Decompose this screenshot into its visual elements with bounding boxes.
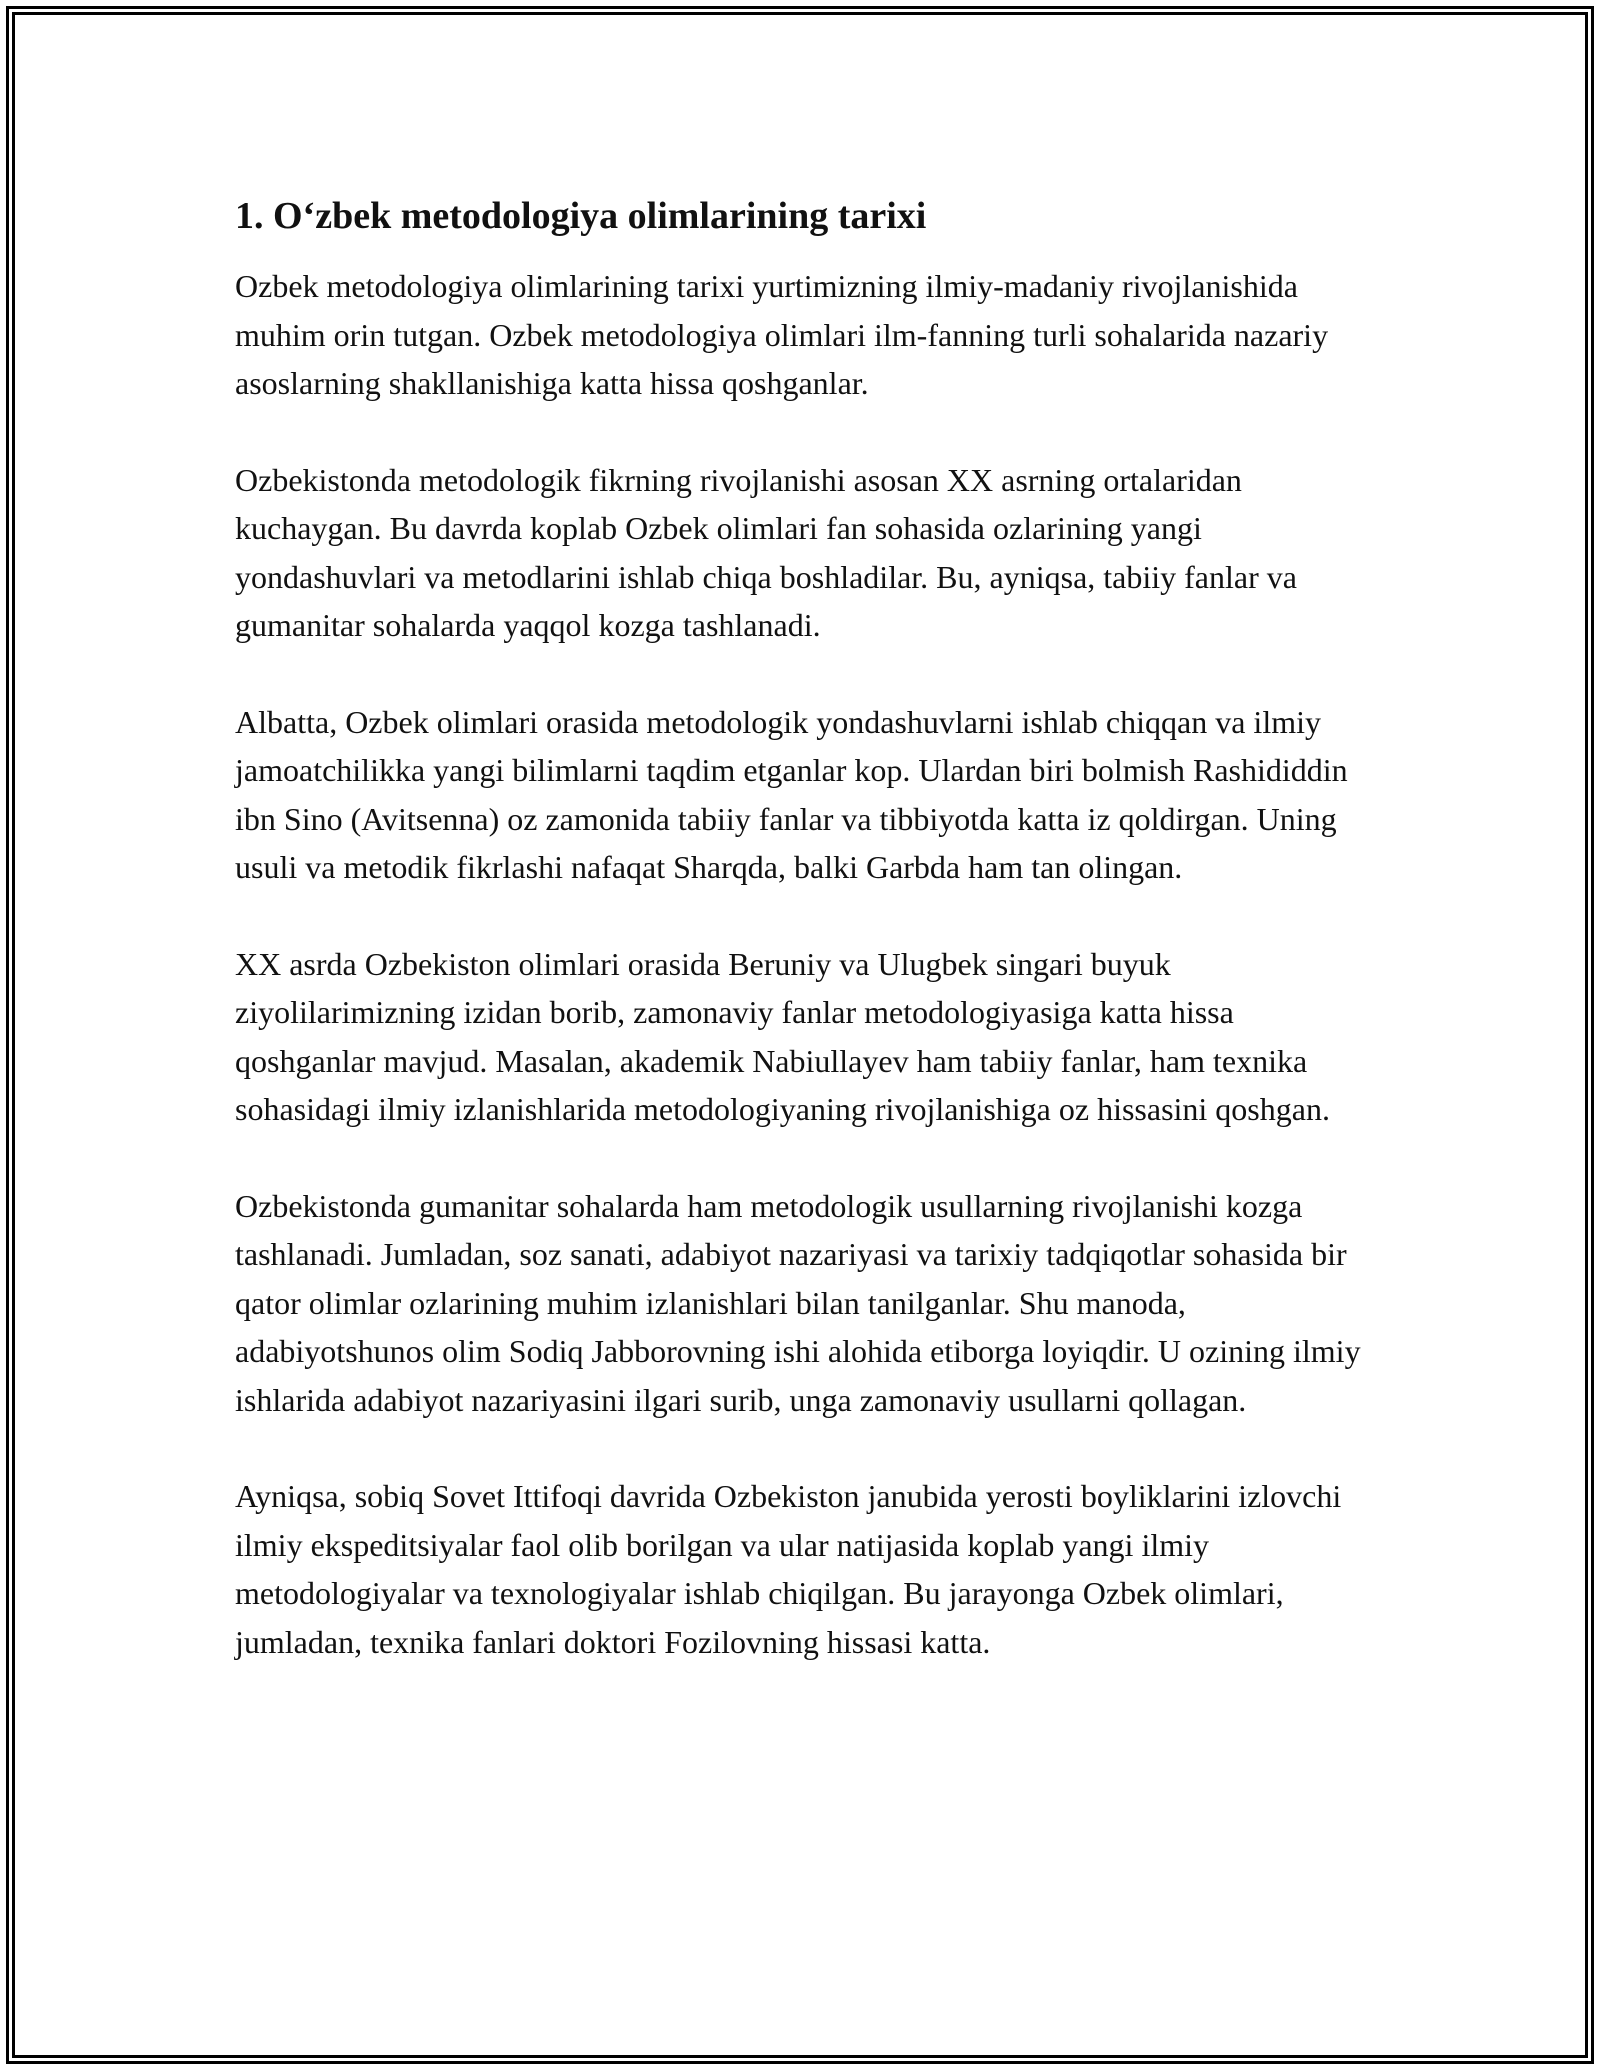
paragraph-6: Ayniqsa, sobiq Sovet Ittifoqi davrida Ozbekiston janubida yerosti boyliklarini izlovchi ilmiy ekspeditsiyalar faol olib borilgan va ular natijasida koplab yangi ilmiy metodologiyalar va texnologiyalar ishlab chiqilgan. Bu jarayonga Ozbek olimlari, jumladan, texnika fanlari doktori Fozilovning hissasi katta. xyxy=(235,1478,1342,1660)
section-heading: 1. O‘zbek metodologiya olimlarining tarixi xyxy=(235,195,927,237)
paragraph-3: Albatta, Ozbek olimlari orasida metodologik yondashuvlarni ishlab chiqqan va ilmiy jamoatchilikka yangi bilimlarni taqdim etganlar kop. Ulardan biri bolmish Rashididdin ibn Sino (Avitsenna) oz zamonida tabiiy fanlar va tibbiyotda katta iz qoldirgan. Uning usuli va metodik fikrlashi nafaqat Sharqda, balki Garbda ham tan olingan. xyxy=(235,703,1348,885)
paragraph-1: Ozbek metodologiya olimlarining tarixi yurtimizning ilmiy-madaniy rivojlanishida muhim orin tutgan. Ozbek metodologiya olimlari ilm-fanning turli sohalarida nazariy asoslarning shakllanishiga katta hissa qoshganlar. xyxy=(235,268,1329,401)
paragraph-2: Ozbekistonda metodologik fikrning rivojlanishi asosan XX asrning ortalaridan kuchaygan. Bu davrda koplab Ozbek olimlari fan sohasida ozlarining yangi yondashuvlari va metodlarini ishlab chiqa boshladilar. Bu, ayniqsa, tabiiy fanlar va gumanitar sohalarda yaqqol kozga tashlanadi. xyxy=(235,461,1297,643)
document-body xyxy=(235,188,1375,1714)
paragraph-5: Ozbekistonda gumanitar sohalarda ham metodologik usullarning rivojlanishi kozga tashlanadi. Jumladan, soz sanati, adabiyot nazariyasi va tarixiy tadqiqotlar sohasida bir qator olimlar ozlarining muhim izlanishlari bilan tanilganlar. Shu manoda, adabiyotshunos olim Sodiq Jabborovning ishi alohida etiborga loyiqdir. U ozining ilmiy ishlarida adabiyot nazariyasini ilgari surib, unga zamonaviy usullarni qollagan. xyxy=(235,1187,1361,1418)
paragraph-4: XX asrda Ozbekiston olimlari orasida Beruniy va Ulugbek singari buyuk ziyolilarimizning izidan borib, zamonaviy fanlar metodologiyasiga katta hissa qoshganlar mavjud. Masalan, akademik Nabiullayev ham tabiiy fanlar, ham texnika sohasidagi ilmiy izlanishlarida metodologiyaning rivojlanishiga oz hissasini qoshgan. xyxy=(235,945,1330,1127)
